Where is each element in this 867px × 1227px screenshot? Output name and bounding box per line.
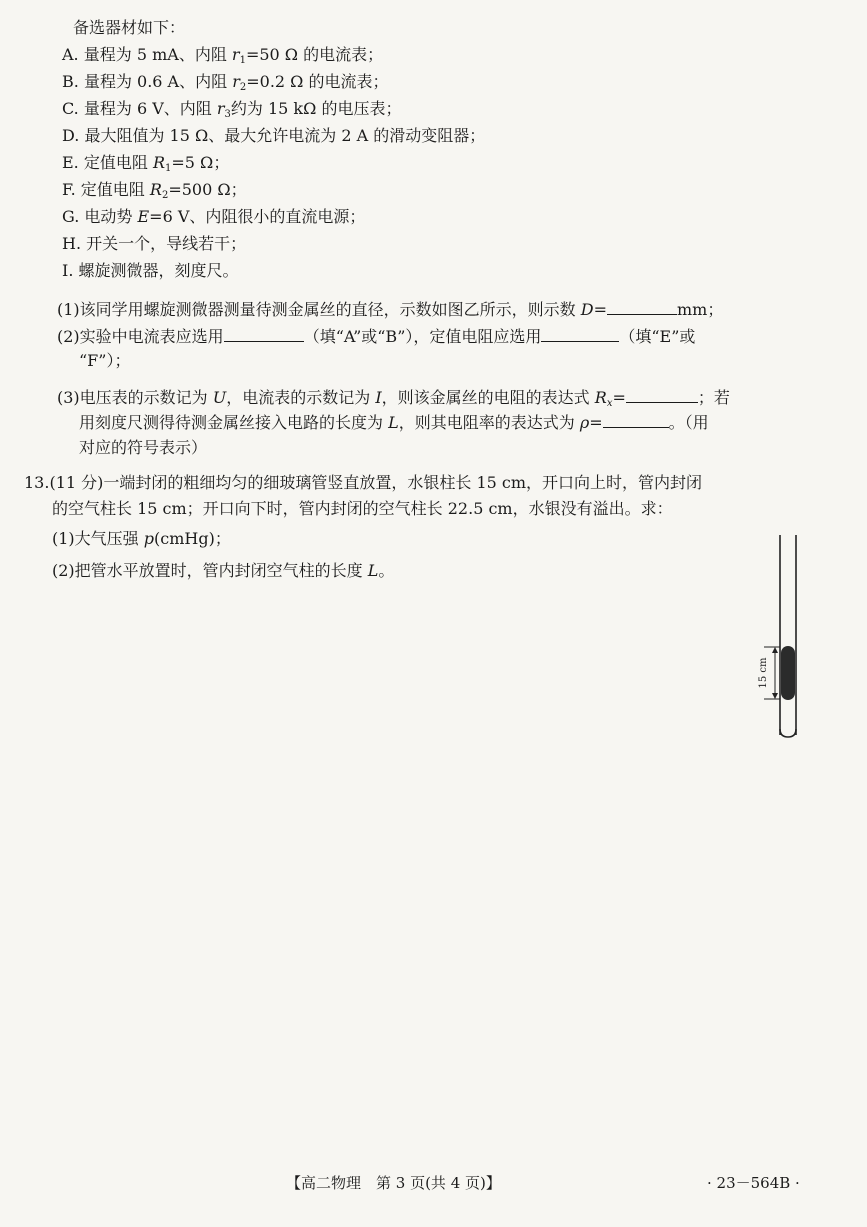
glass-tube-figure	[748, 535, 808, 745]
equipment-item: B. 量程为 0.6 A、内阻 $r_2=0.2$ Ω 的电流表；	[62, 72, 389, 93]
dimension-arrow-up	[772, 647, 778, 653]
equipment-item: A. 量程为 5 mA、内阻 $r_1=50$ Ω 的电流表；	[62, 45, 384, 66]
materials-intro: 备选器材如下：	[73, 18, 186, 37]
q12-part3-line3: 对应的符号表示）	[79, 438, 208, 457]
tube-closed-end	[780, 729, 796, 737]
q13-part1: (1)大气压强 p(cmHg)；	[52, 529, 231, 548]
answer-blank-diameter[interactable]	[607, 299, 677, 315]
equipment-item: I. 螺旋测微器，刻度尺。	[62, 261, 239, 280]
answer-blank-resistor[interactable]	[541, 326, 619, 342]
mercury-column	[781, 646, 795, 700]
q12-part3: (3)电压表的示数记为 U，电流表的示数记为 I，则该金属丝的电阻的表达式 $R_x=$ ；若	[57, 388, 730, 409]
q13-stem-line1: 13.(11 分)一端封闭的粗细均匀的细玻璃管竖直放置，水银柱长 15 cm，开口向上时，管内封闭	[24, 473, 703, 492]
q12-part1: (1)该同学用螺旋测微器测量待测金属丝的直径，示数如图乙所示，则示数 D= mm；	[57, 300, 724, 319]
q12-part3-line2: 用刻度尺测得待测金属丝接入电路的长度为 L，则其电阻率的表达式为 ρ= 。（用	[79, 413, 709, 432]
q13-part2: (2)把管水平放置时，管内封闭空气柱的长度 L。	[52, 561, 395, 580]
equipment-item: F. 定值电阻 $R_2=500$ Ω；	[62, 180, 247, 201]
glass-tube-diagram	[748, 535, 808, 745]
q13-stem-line2: 的空气柱长 15 cm；开口向下时，管内封闭的空气柱长 22.5 cm，水银没有溢出。求：	[52, 499, 673, 518]
q12-part2: (2)实验中电流表应选用 （填“A”或“B”），定值电阻应选用 （填“E”或	[57, 327, 696, 346]
answer-blank-resistivity[interactable]	[603, 412, 669, 428]
dimension-label: 15 cm	[758, 657, 769, 689]
answer-blank-resistance[interactable]	[626, 387, 698, 403]
equipment-item: H. 开关一个，导线若干；	[62, 234, 247, 253]
equipment-item: C. 量程为 6 V、内阻 $r_3$约为 15 kΩ 的电压表；	[62, 99, 402, 120]
dimension-arrow-down	[772, 693, 778, 699]
equipment-item: D. 最大阻值为 15 Ω、最大允许电流为 2 A 的滑动变阻器；	[62, 126, 486, 145]
answer-blank-ammeter[interactable]	[224, 326, 304, 342]
q12-part2-cont: “F”）；	[79, 351, 131, 370]
equipment-item: E. 定值电阻 $R_1=5$ Ω；	[62, 153, 230, 174]
footer-code: · 23－564B ·	[707, 1174, 800, 1192]
footer-page-info: 【高二物理 第 3 页(共 4 页)】	[286, 1174, 501, 1192]
equipment-item: G. 电动势 E=6 V、内阻很小的直流电源；	[62, 207, 366, 226]
